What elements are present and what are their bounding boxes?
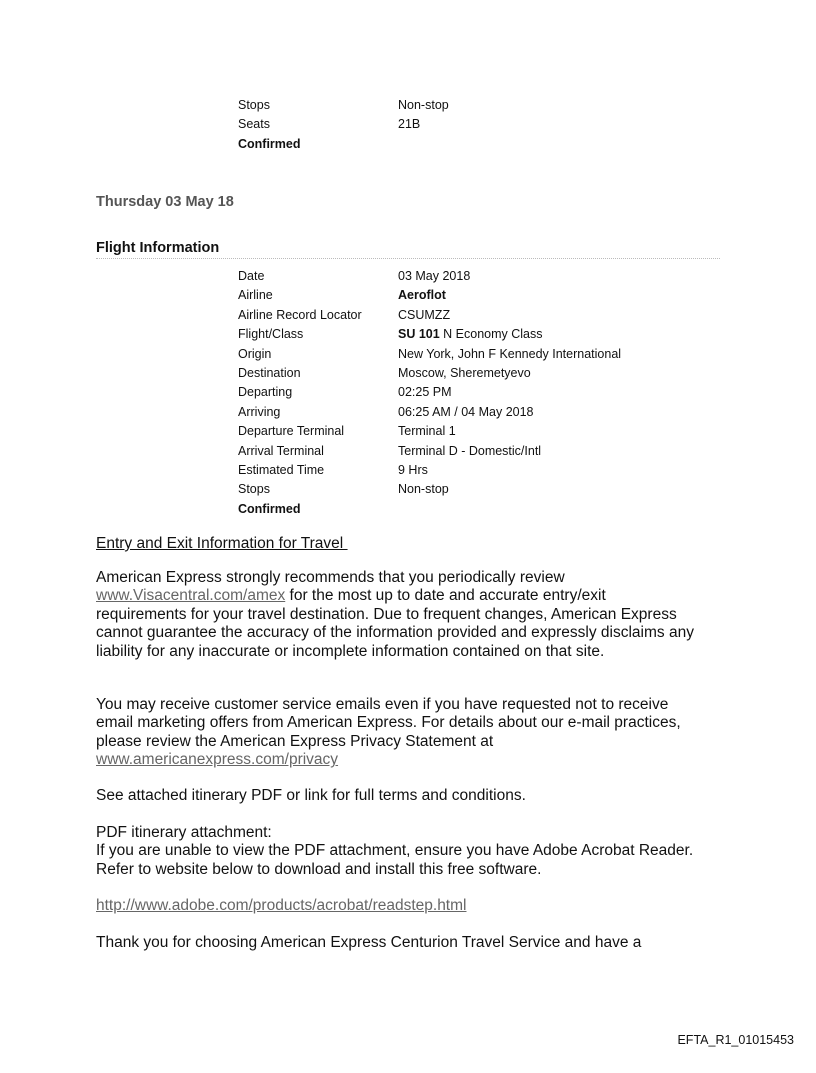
status-row (238, 500, 621, 519)
airline-name: Aeroflot (398, 288, 446, 303)
visacentral-link[interactable]: www.Visacentral.com/amex (96, 587, 286, 605)
detail-row-origin (238, 345, 621, 364)
terms-line: See attached itinerary PDF or link for full terms and conditions. (96, 787, 526, 804)
detail-label: Flight/Class (238, 327, 304, 342)
flight-class: N Economy Class (439, 327, 543, 342)
paragraph-line: liability for any inaccurate or incomplete information contained on that site. (96, 642, 605, 660)
detail-value: 9 Hrs (398, 462, 428, 477)
detail-label: Destination (238, 365, 301, 380)
day-heading: Thursday 03 May 18 (96, 194, 234, 210)
detail-value: New York, John F Kennedy International (398, 346, 622, 361)
detail-label: Seats (238, 117, 270, 132)
paragraph-line (96, 587, 736, 605)
section-divider (96, 258, 720, 259)
detail-label: Arriving (238, 404, 281, 419)
detail-label: Arrival Terminal (238, 443, 324, 458)
detail-value: Non-stop (398, 98, 449, 112)
detail-row-departure-terminal (238, 422, 621, 441)
detail-label: Departure Terminal (238, 424, 345, 439)
detail-row-airline (238, 286, 621, 305)
paragraph-line: please review the American Express Privacy Statement at (96, 732, 494, 750)
detail-row-departing (238, 383, 621, 402)
detail-value: CSUMZZ (398, 307, 451, 322)
email-notice-paragraph (96, 696, 736, 770)
detail-row-stops (238, 480, 621, 499)
detail-label: Departing (238, 385, 293, 400)
entry-exit-paragraph (96, 569, 736, 661)
detail-row-destination (238, 364, 621, 383)
detail-value: Moscow, Sheremetyevo (398, 365, 531, 380)
detail-row-stops (238, 96, 449, 115)
detail-value (398, 325, 543, 344)
detail-value: 06:25 AM / 04 May 2018 (398, 404, 534, 419)
closing-line: Thank you for choosing American Express Centurion Travel Service and have a (96, 934, 642, 951)
document-id: EFTA_R1_01015453 (677, 1033, 794, 1047)
paragraph-line: Refer to website below to download and install this free software. (96, 860, 542, 878)
detail-row-arrival-terminal (238, 442, 621, 461)
detail-label: Airline (238, 288, 273, 303)
paragraph-line (96, 751, 736, 769)
detail-row-arriving (238, 403, 621, 422)
detail-value: 02:25 PM (398, 385, 452, 400)
detail-value: Terminal D - Domestic/Intl (398, 443, 542, 458)
pdf-paragraph (96, 824, 736, 879)
detail-row-estimated-time (238, 461, 621, 480)
status-confirmed: Confirmed (238, 136, 301, 151)
privacy-link[interactable]: www.americanexpress.com/privacy (96, 751, 339, 769)
paragraph-line: email marketing offers from American Express. For details about our e-mail practices, (96, 714, 681, 732)
detail-row-record-locator (238, 306, 621, 325)
previous-segment-details (238, 96, 449, 154)
detail-value: 21B (398, 117, 421, 132)
paragraph-text: for the most up to date and accurate entry/exit (285, 587, 606, 605)
detail-value: Terminal 1 (398, 424, 456, 439)
paragraph-line: PDF itinerary attachment: (96, 824, 272, 841)
paragraph-line: cannot guarantee the accuracy of the information provided and expressly disclaims any (96, 624, 694, 642)
detail-row-date (238, 267, 621, 286)
detail-value: Non-stop (398, 482, 449, 497)
detail-label: Date (238, 269, 265, 283)
status-row (238, 135, 449, 154)
adobe-reader-link[interactable]: http://www.adobe.com/products/acrobat/readstep.html (96, 897, 467, 914)
detail-label: Airline Record Locator (238, 307, 362, 322)
detail-label: Stops (238, 482, 270, 497)
paragraph-line: If you are unable to view the PDF attachment, ensure you have Adobe Acrobat Reader. (96, 842, 694, 860)
entry-exit-heading: Entry and Exit Information for Travel (96, 535, 348, 552)
section-heading-flight-information: Flight Information (96, 240, 220, 256)
adobe-link-line (96, 897, 736, 915)
detail-label: Origin (238, 346, 272, 361)
detail-row-seats (238, 115, 449, 134)
detail-label: Stops (238, 98, 270, 112)
status-confirmed: Confirmed (238, 501, 301, 516)
detail-label: Estimated Time (238, 462, 325, 477)
flight-details (238, 267, 621, 519)
paragraph-line: American Express strongly recommends that you periodically review (96, 569, 565, 586)
flight-number: SU 101 (398, 327, 440, 342)
detail-value: 03 May 2018 (398, 269, 471, 283)
detail-row-flight-class (238, 325, 621, 344)
paragraph-line: You may receive customer service emails even if you have requested not to receive (96, 696, 669, 713)
paragraph-line: requirements for your travel destination. Due to frequent changes, American Express (96, 605, 677, 623)
